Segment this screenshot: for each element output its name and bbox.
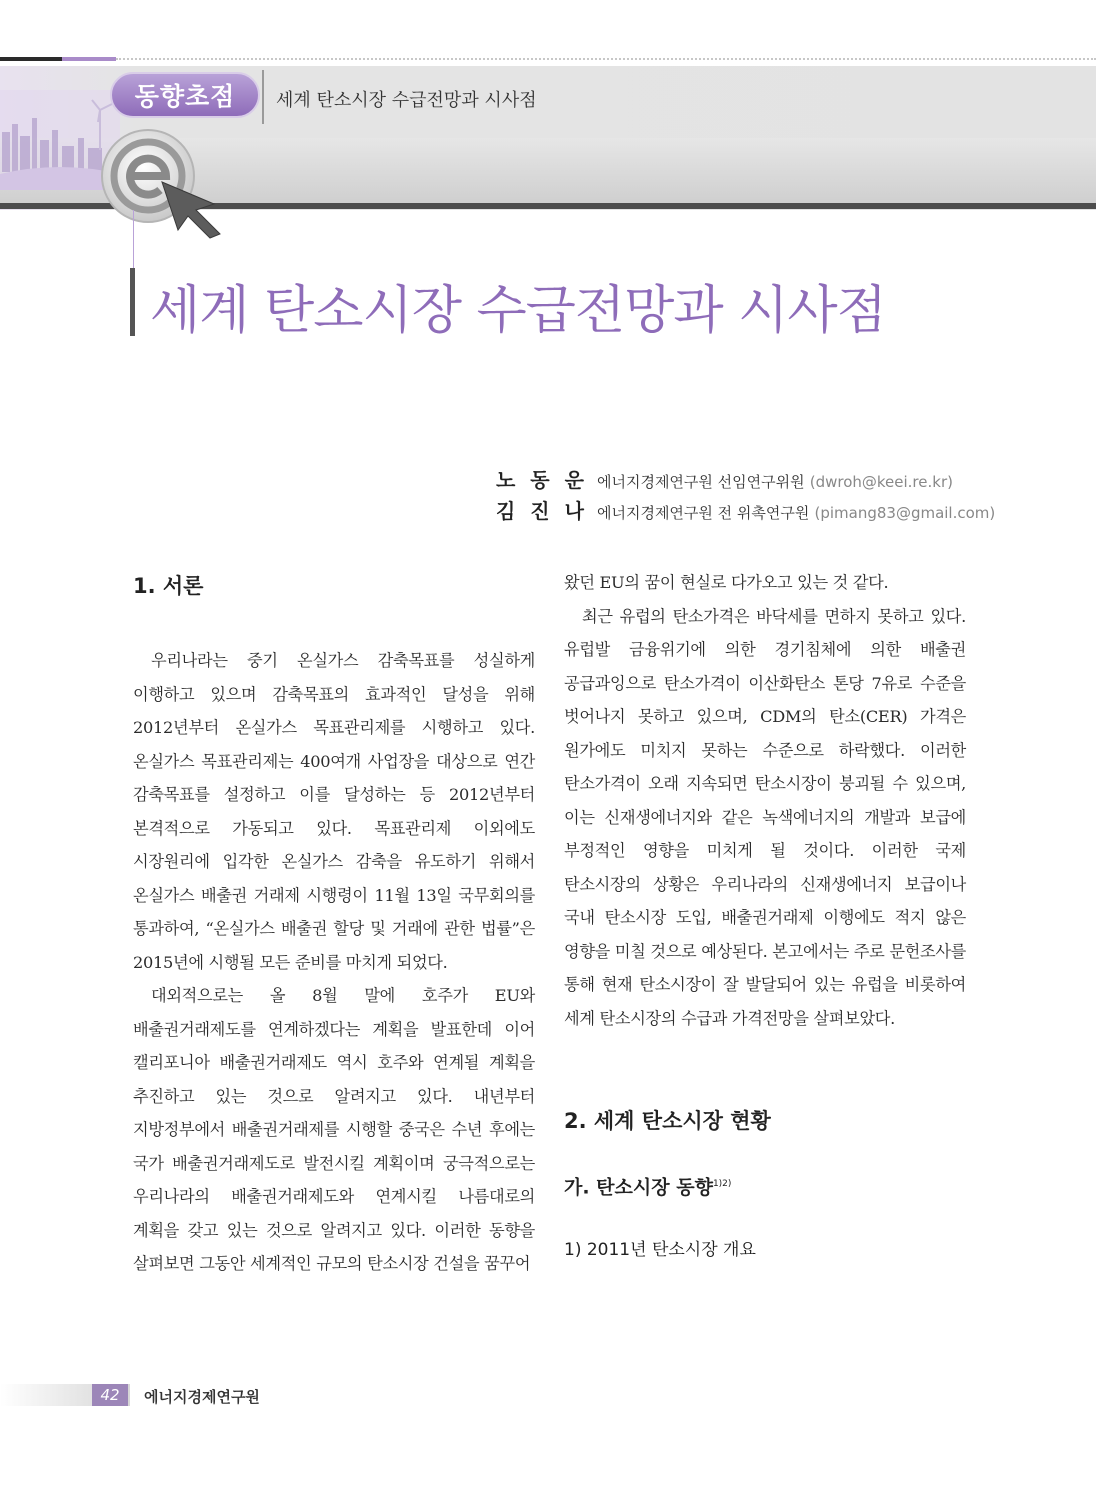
right-column xyxy=(564,566,966,1267)
author-name: 김 진 나 xyxy=(496,499,588,523)
e-logo-icon xyxy=(96,128,236,240)
running-title: 세계 탄소시장 수급전망과 시사점 xyxy=(276,90,537,111)
author-email: (pimang83@gmail.com) xyxy=(814,504,996,522)
title-accent-line xyxy=(133,210,134,268)
author-affiliation: 에너지경제연구원 선임연구위원 xyxy=(596,473,805,491)
body-paragraph: 우리나라는 중기 온실가스 감축목표를 성실하게 이행하고 있으며 감축목표의 효과적인 달성을 위해 2012년부터 온실가스 목표관리제를 시행하고 있다. 온실가스 목표관리제는 400여개 사업장을 대상으로 연간 감축목표를 설정하고 이를 달성하는 등 2012년부터 본격적으로 가동되고 있다. 목표관리제 이외에도 시장원리에 입각한 온실가스 감축을 유도하기 위해서 온실가스 배출권 거래제 시행령이 11월 13일 국무회의를 통과하여, “온실가스 배출권 할당 및 거래에 관한 법률”은 2015년에 시행될 모든 준비를 마치게 되었다. xyxy=(133,651,535,972)
top-rule-accent xyxy=(62,57,116,61)
subsection-heading xyxy=(564,1167,966,1201)
footnote-ref: 1)2) xyxy=(712,1179,732,1189)
article-title: 세계 탄소시장 수급전망과 시사점 xyxy=(150,281,886,341)
subsubsection-heading: 1) 2011년 탄소시장 개요 xyxy=(564,1240,756,1260)
header-divider xyxy=(262,70,264,124)
footer-organization: 에너지경제연구원 xyxy=(144,1388,260,1406)
body-paragraph: 대외적으로는 올 8월 말에 호주가 EU와 배출권거래제도를 연계하겠다는 계획을 발표한데 이어 캘리포니아 배출권거래제도 역시 호주와 연계될 계획을 추진하고 있는 것으로 알려지고 있다. 내년부터 지방정부에서 배출권거래제를 시행할 중국은 수년 후에는 국가 배출권거래제도로 발전시킬 계획이며 궁극적으로는 우리나라의 배출권거래제도와 연계시킬 나름대로의 계획을 갖고 있는 것으로 알려지고 있다. 이러한 동향을 살펴보면 그동안 세계적인 규모의 탄소시장 건설을 꿈꾸어 xyxy=(133,986,535,1273)
section-heading: 2. 세계 탄소시장 현황 xyxy=(564,1109,771,1133)
left-column xyxy=(133,566,535,1281)
author-affiliation: 에너지경제연구원 전 위촉연구원 xyxy=(596,504,810,522)
subsection-heading-text: 가. 탄소시장 동향 xyxy=(564,1176,713,1199)
author-line xyxy=(496,495,995,524)
author-line xyxy=(496,464,953,493)
author-email: (dwroh@keei.re.kr) xyxy=(809,473,953,491)
author-name: 노 동 운 xyxy=(496,468,588,492)
top-rule-dotted xyxy=(116,58,1096,60)
title-bar xyxy=(130,268,135,336)
section-label: 동향초점 xyxy=(110,72,260,118)
section-heading: 1. 서론 xyxy=(133,574,204,598)
body-paragraph: 최근 유럽의 탄소가격은 바닥세를 면하지 못하고 있다. 유럽발 금융위기에 의한 경기침체에 의한 배출권 공급과잉으로 탄소가격이 이산화탄소 톤당 7유로 수준을 벗어나지 못하고 있으며, CDM의 탄소(CER) 가격은 원가에도 미치지 못하는 수준으로 하락했다. 이러한 탄소가격이 오래 지속되면 탄소시장이 붕괴될 수 있으며, 이는 신재생에너지와 같은 녹색에너지의 개발과 보급에 부정적인 영향을 미치게 될 것이다. 이러한 국제 탄소시장의 상황은 우리나라의 신재생에너지 보급이나 국내 탄소시장 도입, 배출권거래제 이행에도 적지 않은 영향을 미칠 것으로 예상된다. 본고에서는 주로 문헌조사를 통해 현재 탄소시장이 잘 발달되어 있는 유럽을 비롯하여 세계 탄소시장의 수급과 가격전망을 살펴보았다. xyxy=(564,606,967,1028)
page-number: 42 xyxy=(92,1384,128,1406)
top-rule-dark xyxy=(0,57,62,61)
body-paragraph: 왔던 EU의 꿈이 현실로 다가오고 있는 것 같다. xyxy=(564,573,889,592)
